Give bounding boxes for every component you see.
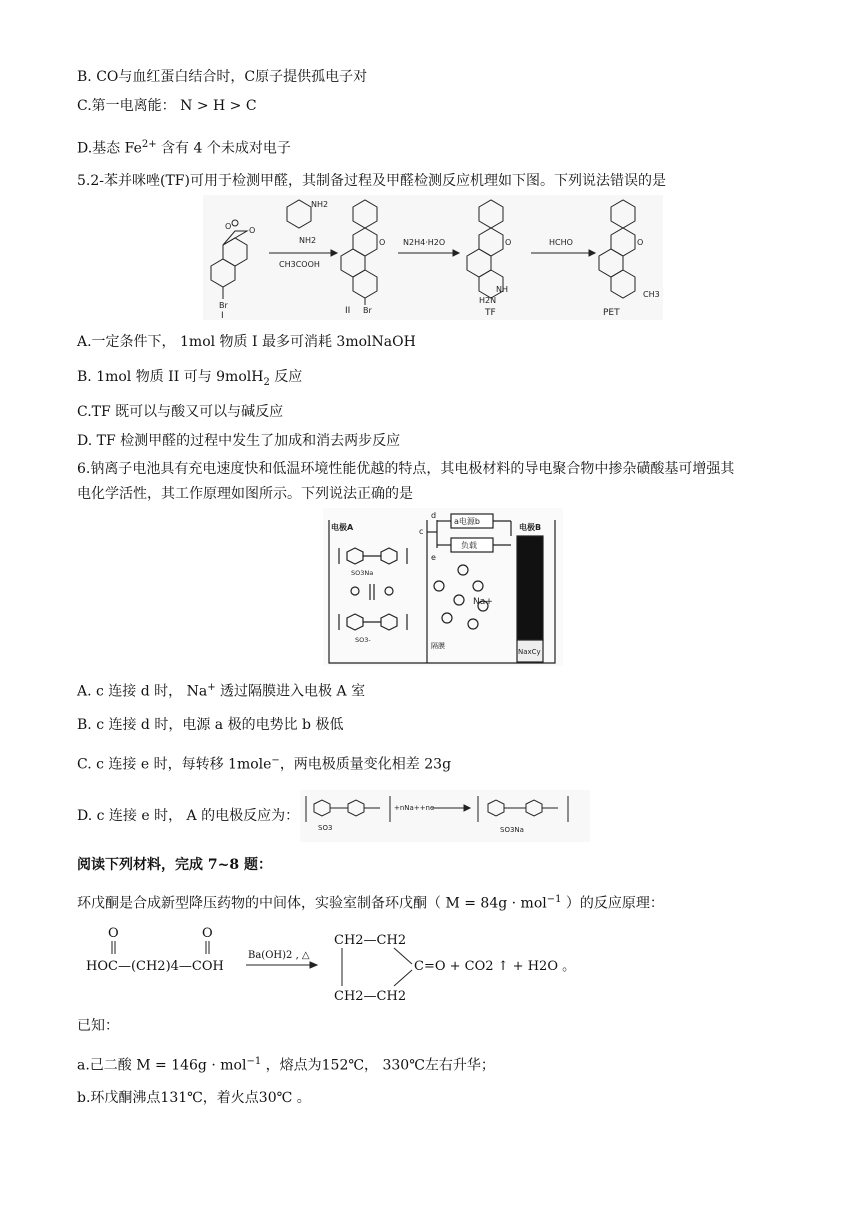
svg-text:HCHO: HCHO bbox=[549, 238, 573, 247]
svg-text:NH2: NH2 bbox=[311, 200, 329, 209]
svg-text:SO3-: SO3- bbox=[355, 636, 371, 644]
svg-text:d: d bbox=[431, 511, 437, 520]
option-5c: C.TF 既可以与酸又可以与碱反应 bbox=[77, 404, 284, 420]
svg-text:O: O bbox=[637, 238, 644, 247]
svg-text:Br: Br bbox=[219, 301, 228, 310]
question-6-line1: 6.钠离子电池具有充电速度快和低温环境性能优越的特点，其电极材料的导电聚合物中掺杂磺酸基可增强其 bbox=[77, 461, 735, 477]
svg-text:SO3Na: SO3Na bbox=[351, 569, 374, 577]
svg-text:负载: 负载 bbox=[461, 541, 477, 550]
reaction-6d-figure bbox=[300, 790, 590, 842]
svg-text:I: I bbox=[221, 311, 224, 320]
svg-text:Na+: Na+ bbox=[473, 597, 493, 607]
svg-text:a电源b: a电源b bbox=[454, 517, 480, 526]
svg-text:SO3: SO3 bbox=[318, 824, 333, 832]
option-6d: D. c 连接 e 时， A 的电极反应为： bbox=[77, 808, 300, 824]
svg-text:H2N: H2N bbox=[479, 296, 497, 305]
svg-text:CH3: CH3 bbox=[643, 290, 660, 299]
svg-text:e: e bbox=[431, 553, 436, 562]
svg-text:O: O bbox=[225, 222, 232, 231]
reading-heading: 阅读下列材料，完成 7~8 题： bbox=[77, 857, 272, 873]
svg-text:N2H4·H2O: N2H4·H2O bbox=[403, 238, 446, 247]
scheme-5-figure bbox=[203, 195, 663, 320]
svg-text:TF: TF bbox=[485, 308, 496, 318]
svg-text:c: c bbox=[419, 527, 424, 536]
svg-text:+nNa++ne−: +nNa++ne− bbox=[394, 804, 441, 812]
svg-text:O: O bbox=[108, 926, 119, 941]
known-b: b.环戊酮沸点131℃，着火点30℃ 。 bbox=[77, 1090, 311, 1106]
svg-text:NH2: NH2 bbox=[299, 236, 317, 245]
svg-text:CH2—CH2: CH2—CH2 bbox=[334, 933, 407, 948]
svg-text:II: II bbox=[345, 306, 351, 316]
option-6b: B. c 连接 d 时，电源 a 极的电势比 b 极低 bbox=[77, 717, 344, 733]
svg-text:HOC—(CH2)4—COH: HOC—(CH2)4—COH bbox=[86, 959, 224, 974]
svg-text:Br: Br bbox=[363, 306, 372, 315]
svg-text:电极A: 电极A bbox=[331, 523, 354, 532]
svg-text:CH2—CH2: CH2—CH2 bbox=[334, 989, 407, 1004]
option-4d: D.基态 $Fe^{2+}$ 含有 4 个未成对电子 bbox=[77, 139, 291, 157]
known-a: a.己二酸 M = 146g · mol$^{-1}$ ，熔点为152℃， 330℃左右升华； bbox=[77, 1056, 495, 1074]
option-5d: D. TF 检测甲醛的过程中发生了加成和消去两步反应 bbox=[77, 433, 401, 449]
reaction-equation-figure bbox=[80, 922, 600, 1008]
svg-text:Ba(OH)2 , △: Ba(OH)2 , △ bbox=[248, 950, 310, 961]
svg-text:C=O + CO2 ↑ + H2O 。: C=O + CO2 ↑ + H2O 。 bbox=[414, 959, 576, 974]
svg-text:PET: PET bbox=[603, 308, 620, 318]
svg-text:O: O bbox=[379, 238, 386, 247]
svg-text:O: O bbox=[249, 226, 256, 235]
option-6c: C. c 连接 e 时，每转移 1mole−，两电极质量变化相差 23g bbox=[77, 755, 452, 773]
option-4c: C.第一电离能： N > H > C bbox=[77, 98, 257, 114]
svg-text:O: O bbox=[505, 238, 512, 247]
svg-text:SO3Na: SO3Na bbox=[500, 826, 524, 834]
question-6-line2: 电化学活性，其工作原理如图所示。下列说法正确的是 bbox=[77, 486, 413, 502]
cell-6-figure bbox=[323, 508, 563, 666]
option-5b: B. 1mol 物质 II 可与 9molH$_2$ 反应 bbox=[77, 369, 303, 388]
known-heading: 已知： bbox=[77, 1018, 119, 1034]
option-5a: A.一定条件下， 1mol 物质 I 最多可消耗 3molNaOH bbox=[77, 334, 416, 350]
svg-text:电极B: 电极B bbox=[519, 523, 542, 532]
intro-text: 环戊酮是合成新型降压药物的中间体，实验室制备环戊酮（ M = 84g · mol$^{-1}$ ）的反应原理： bbox=[77, 894, 664, 912]
option-4b: B. CO与血红蛋白结合时，C原子提供孤电子对 bbox=[77, 69, 368, 85]
svg-text:CH3COOH: CH3COOH bbox=[279, 260, 320, 269]
svg-text:隔膜: 隔膜 bbox=[431, 642, 445, 650]
question-5: 5.2-苯并咪唑(TF)可用于检测甲醛，其制备过程及甲醛检测反应机理如下图。下列说法错误的是 bbox=[77, 173, 666, 189]
option-6a: A. c 连接 d 时， Na+ 透过隔膜进入电极 A 室 bbox=[77, 682, 366, 700]
svg-text:O: O bbox=[202, 926, 213, 941]
svg-text:NaxCy: NaxCy bbox=[518, 648, 541, 656]
svg-text:NH: NH bbox=[496, 285, 508, 294]
